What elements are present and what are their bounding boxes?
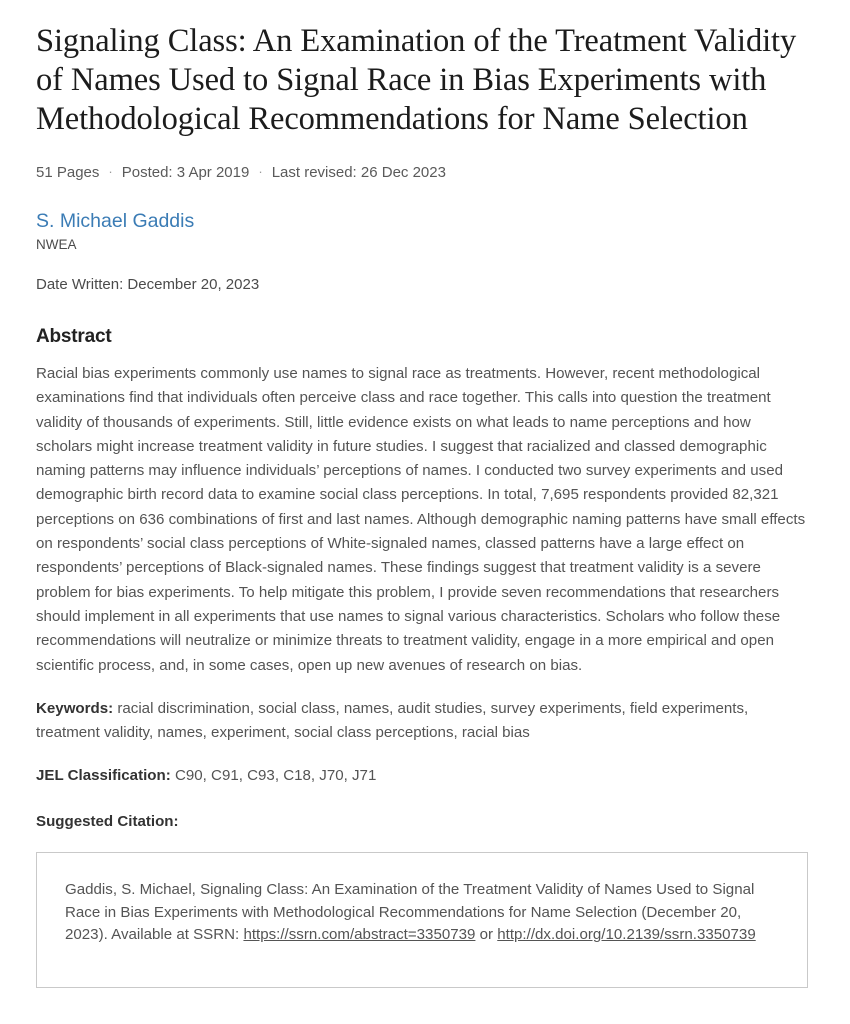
keywords-row <box>36 697 796 746</box>
page-title: Signaling Class: An Examination of the Treatment Validity of Names Used to Signal Race in Bias Experiments with Methodological Recommendations for Name Selection <box>36 23 797 137</box>
author-name-link[interactable]: S. Michael Gaddis <box>36 210 195 232</box>
suggested-citation-heading: Suggested Citation: <box>36 812 179 830</box>
author-block <box>36 209 808 254</box>
page-count: 51 Pages <box>36 164 100 181</box>
paper-meta <box>36 163 808 183</box>
jel-value: C90, C91, C93, C18, J70, J71 <box>170 767 377 785</box>
citation-conjunction: or <box>475 926 498 944</box>
abstract-text: Racial bias experiments commonly use names to signal race as treatments. However, recent methodological examinations find that individuals often perceive class and race together. This calls into question the treatment validity of thousands of experiments. Still, little evidence exists on what leads to name perceptions and how scholars might increase treatment validity in future studies. I suggest that racialized and classed demographic naming patterns may influence individuals’ perceptions of names. I conducted two survey experiments and used demographic birth record data to examine social class perceptions. In total, 7,695 respondents provided 82,321 perceptions on 636 combinations of first and last names. Although demographic naming patterns have small effects on respondents’ social class perceptions of White-signaled names, classed patterns have a large effect on respondents’ perceptions of Black-signaled names. These findings suggest that treatment validity is a severe problem for bias experiments. To help mitigate this problem, I provide seven recommendations that researchers should implement in all experiments that use names to signal various characteristics. Scholars who follow these recommendations will neutralize or minimize threats to treatment validity, engage in a more empirical and open scientific process, and, in some cases, open up new avenues of research on bias. <box>36 365 806 674</box>
posted-date: Posted: 3 Apr 2019 <box>121 164 250 181</box>
keywords-value: racial discrimination, social class, names, audit studies, survey experiments, field experiments, treatment validity, names, experiment, social class perceptions, racial bias <box>36 699 749 742</box>
citation-body: Gaddis, S. Michael, Signaling Class: An Examination of the Treatment Validity of Names Used to Signal Race in Bias Experiments with Methodological Recommendations for Name Selection (December 20, 2023). Available at SSRN: <box>65 881 755 944</box>
doi-link[interactable]: http://dx.doi.org/10.2139/ssrn.3350739 <box>497 926 756 944</box>
abstract-heading: Abstract <box>36 326 112 347</box>
meta-separator-icon: · <box>258 164 263 179</box>
ssrn-abstract-link[interactable]: https://ssrn.com/abstract=3350739 <box>243 926 476 944</box>
jel-classification-row <box>36 764 796 788</box>
citation-text <box>65 879 779 947</box>
date-written: Date Written: December 20, 2023 <box>36 276 260 293</box>
citation-box <box>36 852 808 988</box>
jel-label: JEL Classification: <box>36 767 171 785</box>
author-affiliation: NWEA <box>36 237 77 252</box>
meta-separator-icon: · <box>108 164 113 179</box>
last-revised-date: Last revised: 26 Dec 2023 <box>271 164 446 181</box>
keywords-label: Keywords: <box>36 699 114 717</box>
